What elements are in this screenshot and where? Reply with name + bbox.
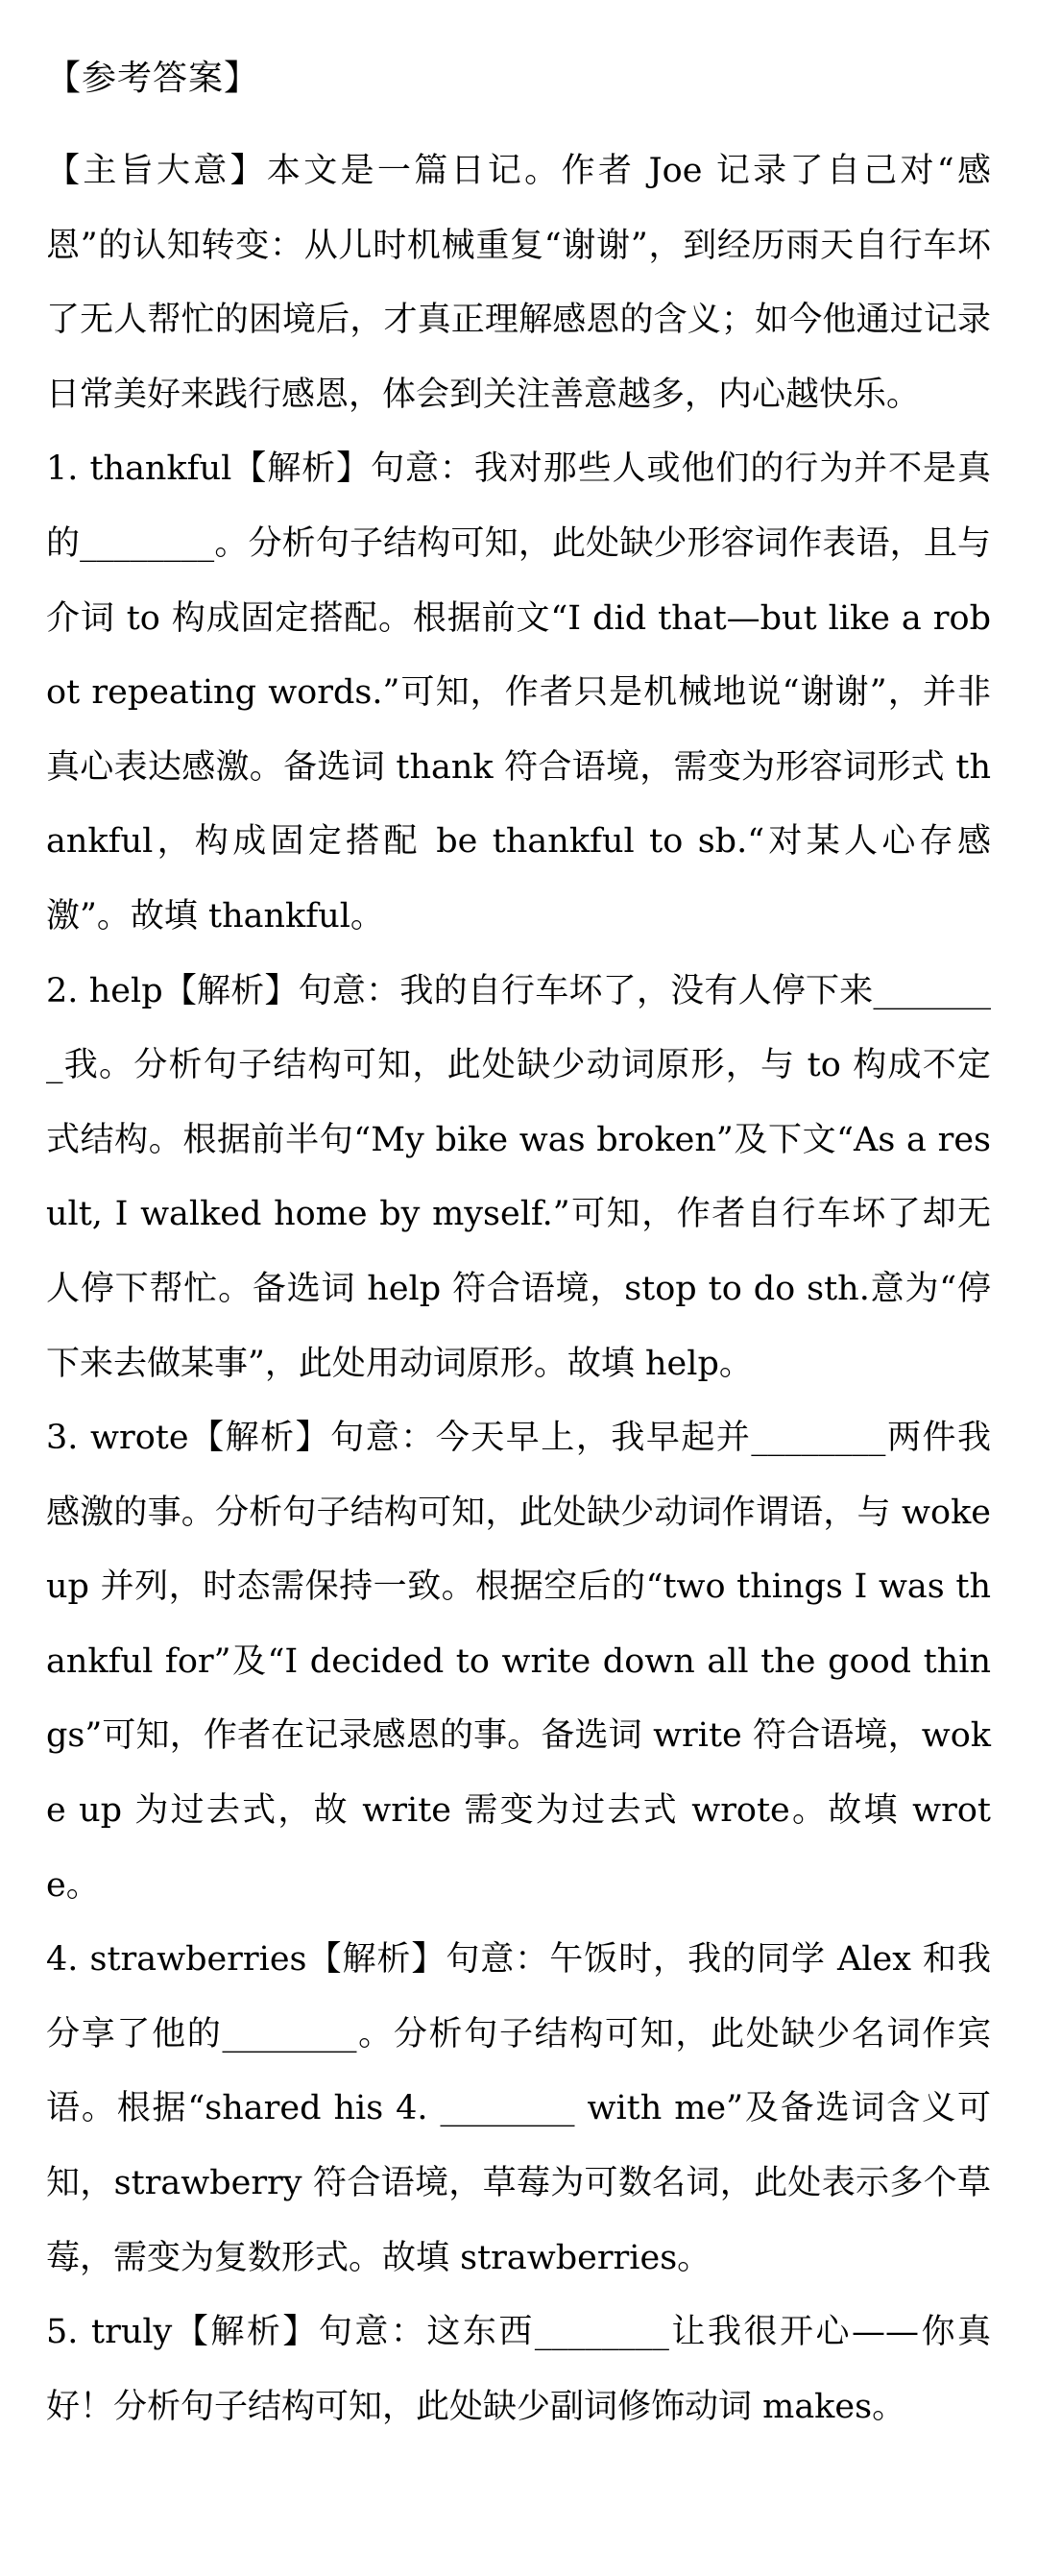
- section-heading: 【参考答案】: [46, 59, 260, 98]
- answer-item-5: 5. truly【解析】句意：这东西________让我很开心——你真好！分析句子结构可知，此处缺少副词修饰动词 makes。: [46, 2313, 991, 2426]
- answer-item-1: 1. thankful【解析】句意：我对那些人或他们的行为并不是真的________。分析句子结构可知，此处缺少形容词作表语，且与介词 to 构成固定搭配。根据前文“I did that—but like a robot repeating words.”可知，作者只是机械地说“谢谢”，并非真心表达感激。备选词 thank 符合语境，需变为形容词形式 thankful，构成固定搭配 be thankful to sb.“对某人心存感激”。故填 thankful。: [46, 450, 991, 936]
- answer-item-3: 3. wrote【解析】句意：今天早上，我早起并________两件我感激的事。分析句子结构可知，此处缺少动词作谓语，与 woke up 并列，时态需保持一致。根据空后的“two things I was thankful for”及“I decided to write down all the good things”可知，作者在记录感恩的事。备选词 write 符合语境，woke up 为过去式，故 write 需变为过去式 wrote。故填 wrote。: [46, 1419, 991, 1905]
- answer-item-4: 4. strawberries【解析】句意：午饭时，我的同学 Alex 和我分享了他的________。分析句子结构可知，此处缺少名词作宾语。根据“shared his 4. ________ with me”及备选词含义可知，strawberry 符合语境，草莓为可数名词，此处表示多个草莓，需变为复数形式。故填 strawberries。: [46, 1940, 991, 2277]
- summary-paragraph: 【主旨大意】本文是一篇日记。作者 Joe 记录了自己对“感恩”的认知转变：从儿时机械重复“谢谢”，到经历雨天自行车坏了无人帮忙的困境后，才真正理解感恩的含义；如今他通过记录日常美好来践行感恩，体会到关注善意越多，内心越快乐。: [46, 152, 991, 414]
- answer-item-2: 2. help【解析】句意：我的自行车坏了，没有人停下来________我。分析句子结构可知，此处缺少动词原形，与 to 构成不定式结构。根据前半句“My bike was broken”及下文“As a result, I walked home by myself.”可知，作者自行车坏了却无人停下帮忙。备选词 help 符合语境，stop to do sth.意为“停下来去做某事”，此处用动词原形。故填 help。: [46, 971, 991, 1383]
